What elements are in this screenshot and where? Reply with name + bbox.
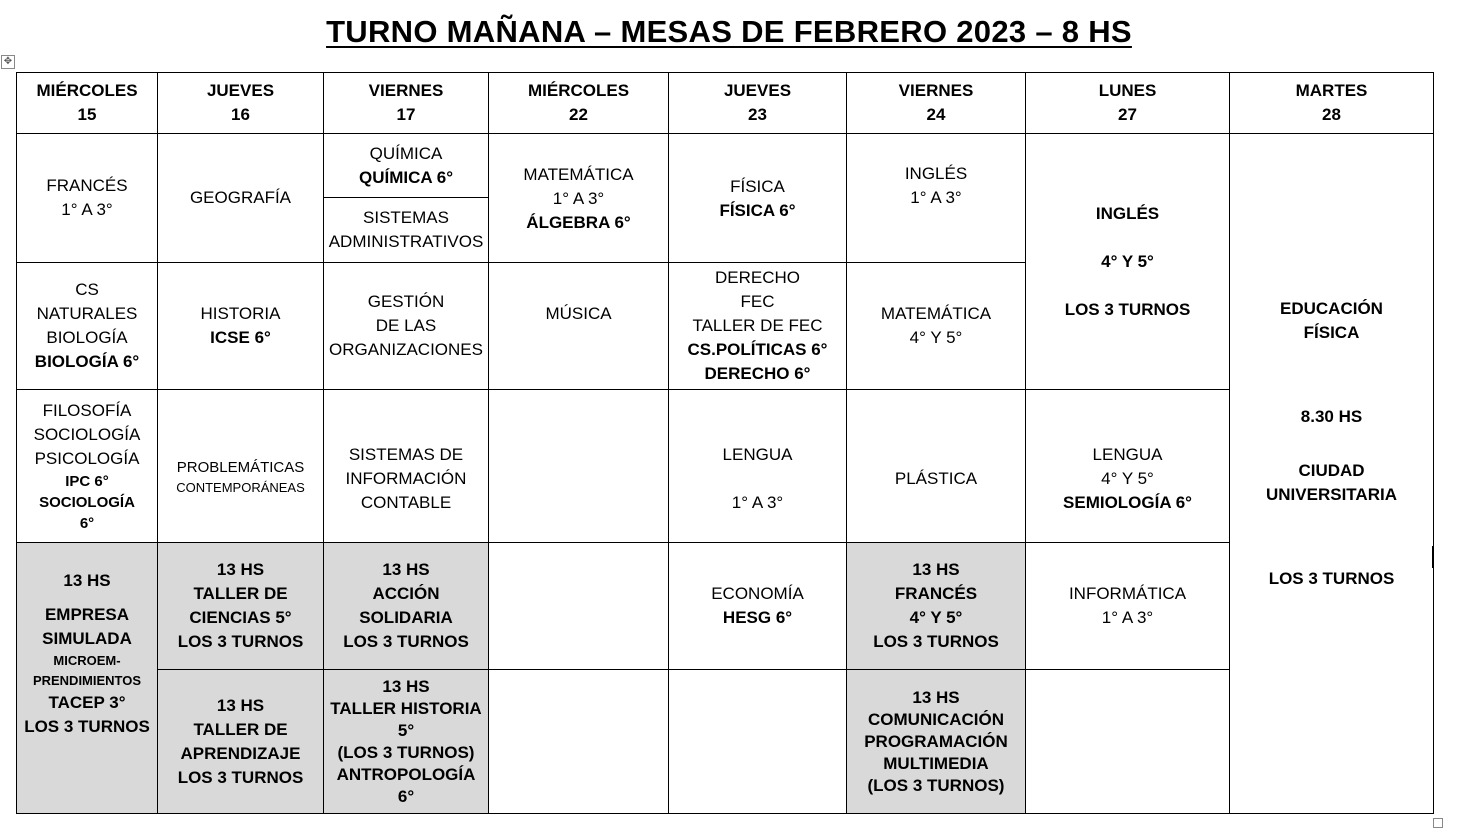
exam-cell: 13 HS TALLER DE APRENDIZAJE LOS 3 TURNOS — [158, 670, 324, 814]
header-cell: VIERNES 24 — [847, 73, 1026, 134]
exam-cell: GESTIÓN DE LAS ORGANIZACIONES — [324, 263, 489, 390]
exam-cell: LENGUA 4° Y 5° SEMIOLOGÍA 6° — [1026, 390, 1230, 543]
exam-cell: HISTORIA ICSE 6° — [158, 263, 324, 390]
exam-cell: PROBLEMÁTICAS CONTEMPORÁNEAS — [158, 390, 324, 543]
exam-cell: PLÁSTICA — [847, 390, 1026, 543]
exam-cell: 13 HS ACCIÓN SOLIDARIA LOS 3 TURNOS — [324, 543, 489, 670]
exam-cell: ECONOMÍA HESG 6° — [669, 543, 847, 670]
exam-cell: 13 HS TALLER DE CIENCIAS 5° LOS 3 TURNOS — [158, 543, 324, 670]
text-cursor — [1432, 546, 1434, 568]
exam-cell: 13 HS COMUNICACIÓN PROGRAMACIÓN MULTIMEDIA (LOS 3 TURNOS) — [847, 670, 1026, 814]
exam-cell: FÍSICA FÍSICA 6° — [669, 134, 847, 263]
exam-cell — [489, 390, 669, 543]
header-cell: MIÉRCOLES 15 — [17, 73, 158, 134]
exam-cell: MATEMÁTICA 4° Y 5° — [847, 263, 1026, 390]
schedule-row — [17, 543, 1434, 670]
page-title: TURNO MAÑANA – MESAS DE FEBRERO 2023 – 8 HS — [326, 14, 1132, 49]
exam-cell: EDUCACIÓN FÍSICA 8.30 HS CIUDAD UNIVERSITARIA LOS 3 TURNOS — [1230, 134, 1434, 814]
exam-cell: FRANCÉS 1° A 3° — [17, 134, 158, 263]
exam-cell: SISTEMAS DE INFORMACIÓN CONTABLE — [324, 390, 489, 543]
schedule-row — [17, 134, 1434, 198]
exam-cell — [489, 670, 669, 814]
exam-cell: 13 HS EMPRESA SIMULADA MICROEM- PRENDIMIENTOS TACEP 3° LOS 3 TURNOS — [17, 543, 158, 814]
exam-cell: INFORMÁTICA 1° A 3° — [1026, 543, 1230, 670]
exam-cell: CS NATURALES BIOLOGÍA BIOLOGÍA 6° — [17, 263, 158, 390]
exam-cell: 13 HS TALLER HISTORIA 5° (LOS 3 TURNOS) ANTROPOLOGÍA 6° — [324, 670, 489, 814]
exam-cell: INGLÉS 4° Y 5° LOS 3 TURNOS — [1026, 134, 1230, 390]
header-cell: VIERNES 17 — [324, 73, 489, 134]
exam-cell: MÚSICA — [489, 263, 669, 390]
header-cell: MIÉRCOLES 22 — [489, 73, 669, 134]
table-move-handle-icon[interactable]: ✥ — [1, 55, 15, 69]
schedule-row — [17, 670, 1434, 814]
exam-cell: INGLÉS 1° A 3° — [847, 134, 1026, 263]
exam-cell: SISTEMAS ADMINISTRATIVOS — [324, 198, 489, 263]
schedule-table — [16, 72, 1434, 814]
exam-cell — [489, 543, 669, 670]
exam-cell — [669, 670, 847, 814]
header-row — [17, 73, 1434, 134]
header-cell: JUEVES 23 — [669, 73, 847, 134]
header-cell: MARTES 28 — [1230, 73, 1434, 134]
exam-cell: MATEMÁTICA 1° A 3° ÁLGEBRA 6° — [489, 134, 669, 263]
exam-cell: DERECHO FEC TALLER DE FEC CS.POLÍTICAS 6° DERECHO 6° — [669, 263, 847, 390]
exam-cell: GEOGRAFÍA — [158, 134, 324, 263]
header-cell: LUNES 27 — [1026, 73, 1230, 134]
exam-cell — [1026, 670, 1230, 814]
exam-cell: 13 HS FRANCÉS 4° Y 5° LOS 3 TURNOS — [847, 543, 1026, 670]
exam-cell: FILOSOFÍA SOCIOLOGÍA PSICOLOGÍA IPC 6° SOCIOLOGÍA 6° — [17, 390, 158, 543]
header-cell: JUEVES 16 — [158, 73, 324, 134]
exam-cell: LENGUA 1° A 3° — [669, 390, 847, 543]
table-resize-handle-icon[interactable] — [1433, 818, 1443, 828]
schedule-row — [17, 390, 1434, 543]
exam-cell: QUÍMICA QUÍMICA 6° — [324, 134, 489, 198]
